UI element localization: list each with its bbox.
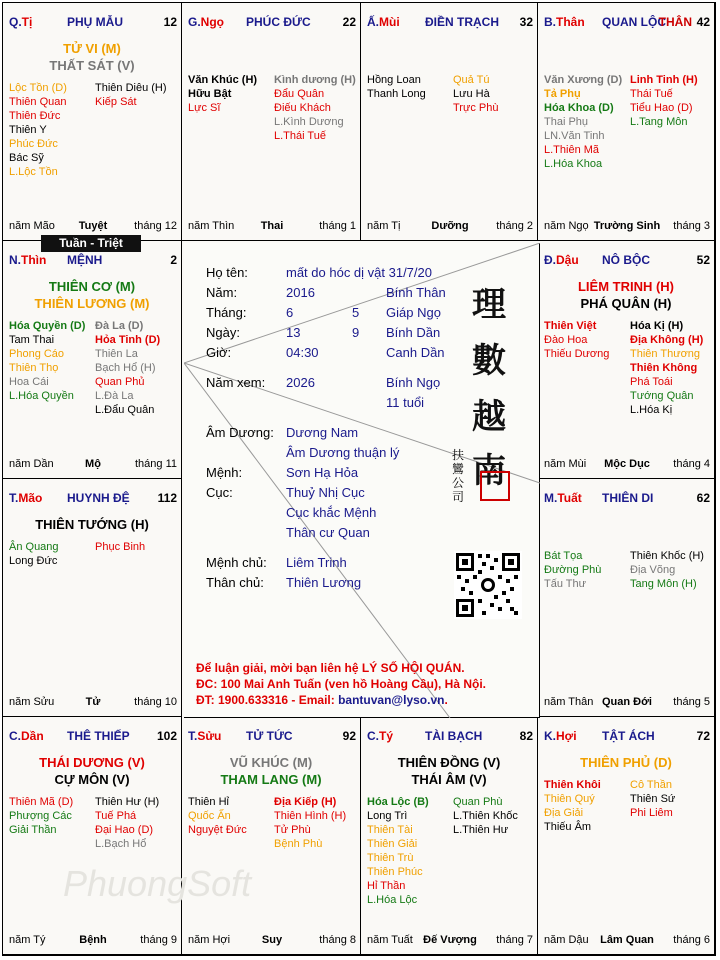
minor-star: L.Bạch Hổ [95, 838, 147, 850]
ngay-am-lich: 9 [352, 325, 360, 340]
major-star: THÁI DƯƠNG (V) [39, 755, 145, 770]
palace-can-chi [9, 15, 32, 29]
palace-can-chi [544, 253, 579, 267]
major-star: THIÊN TƯỚNG (H) [35, 517, 149, 532]
am-duong-label: Âm Dương: [206, 425, 274, 440]
minor-star: Đường Phù [544, 564, 602, 576]
seal-char-2: 數 [472, 341, 506, 381]
horoscope-board [2, 2, 716, 956]
palace-month: tháng 9 [140, 934, 177, 946]
minor-star: Ân Quang [9, 541, 59, 553]
minor-star: Hồng Loan [367, 74, 421, 86]
palace-number: 22 [342, 15, 356, 29]
minor-star: Thiên Y [9, 124, 47, 136]
palace-header [188, 729, 356, 745]
palace-chi: Sửu [197, 729, 222, 743]
major-star: THIÊN LƯƠNG (M) [34, 296, 150, 311]
palace-year: năm Thân [544, 696, 594, 708]
palace-month: tháng 12 [134, 220, 177, 232]
palace-number: 112 [157, 491, 177, 505]
palace-chi: Hợi [556, 729, 577, 743]
minor-star: Địa Giải [544, 807, 584, 819]
palace-number: 52 [696, 253, 710, 267]
minor-star: Thiên Thương [630, 348, 701, 360]
truong-sinh-stage: Dưỡng [431, 220, 469, 232]
minor-star: Thiên Diêu (H) [95, 82, 167, 94]
than-chu-value: Thiên Lương [286, 575, 362, 590]
minor-star: Thiếu Dương [544, 348, 610, 360]
minor-star: LN.Văn Tinh [544, 130, 605, 142]
menh-label: Mệnh: [206, 465, 243, 480]
minor-star: Phúc Đức [9, 138, 58, 150]
palace-month: tháng 10 [134, 696, 177, 708]
thang-label: Tháng: [206, 305, 247, 320]
palace-name: QUAN LỘC [602, 15, 666, 29]
contact-line-1: Để luận giải, mời bạn liên hệ LÝ SỐ HỘI QUÁN. [196, 661, 465, 675]
minor-star: Tam Thai [9, 334, 55, 346]
minor-star: Địa Kiếp (H) [274, 796, 337, 808]
minor-star: L.Đẩu Quân [95, 404, 155, 416]
palace-footer [9, 220, 177, 234]
minor-star: L.Hóa Quyền [9, 390, 74, 402]
palace-month: tháng 5 [673, 696, 710, 708]
palace-month: tháng 6 [673, 934, 710, 946]
major-star: PHÁ QUÂN (H) [580, 296, 672, 311]
palace-year: năm Dậu [544, 934, 589, 946]
palace-footer [544, 458, 710, 472]
tuoi-value: 11 tuổi [386, 395, 425, 410]
truong-sinh-stage: Tử [85, 696, 101, 708]
palace-cell-ti[interactable] [3, 3, 182, 241]
palace-footer [9, 934, 177, 948]
palace-year: năm Sửu [9, 696, 55, 708]
minor-star: Kình dương (H) [274, 74, 356, 86]
palace-number: 62 [696, 491, 710, 505]
major-star: TỬ VI (M) [63, 41, 121, 56]
palace-year: năm Mão [9, 220, 55, 232]
watermark-text: PhuongSoft [63, 863, 252, 904]
palace-can-chi [367, 15, 400, 29]
palace-footer [9, 458, 177, 472]
minor-star: Thiên Trù [367, 852, 414, 864]
thang-can-chi: Giáp Ngọ [386, 305, 441, 320]
palace-year: năm Hợi [188, 934, 231, 946]
gio-label: Giờ: [206, 345, 232, 360]
menh-chu-value: Liêm Trinh [286, 555, 347, 570]
truong-sinh-stage: Mộ [85, 458, 101, 470]
major-star: THAM LANG (M) [220, 772, 322, 787]
palace-header [9, 15, 177, 31]
palace-number: 42 [696, 15, 710, 29]
palace-year: năm Mùi [544, 458, 587, 470]
palace-year: năm Tý [9, 934, 46, 946]
palace-can: T. [188, 729, 198, 743]
palace-month: tháng 11 [134, 458, 177, 470]
palace-header [9, 729, 177, 745]
palace-header [544, 729, 710, 745]
minor-star: Thiên La [95, 348, 138, 360]
minor-star: Thiên Phúc [367, 866, 423, 878]
minor-star: Phi Liêm [630, 807, 673, 819]
palace-header [544, 15, 710, 31]
minor-star: Thiên Đức [9, 110, 61, 122]
minor-star: Tang Môn (H) [630, 578, 697, 590]
minor-star: Tiểu Hao (D) [630, 102, 693, 114]
minor-star: Bạch Hổ (H) [95, 362, 156, 374]
palace-can-chi [544, 491, 582, 505]
truong-sinh-stage: Tuyệt [78, 220, 108, 232]
minor-star: L.Kình Dương [274, 116, 344, 128]
am-duong-note: Âm Dương thuận lý [286, 445, 400, 460]
truong-sinh-stage: Đế Vượng [423, 934, 477, 946]
minor-star: Tuế Phá [95, 810, 137, 822]
minor-star: Thanh Long [367, 88, 426, 100]
minor-star: Nguyệt Đức [188, 824, 247, 836]
minor-star: Hóa Lộc (B) [367, 796, 429, 808]
palace-cell-hoi[interactable] [538, 717, 715, 955]
palace-header [544, 253, 710, 269]
minor-star: Thiên Quý [544, 793, 595, 805]
minor-star: Tử Phù [274, 824, 311, 836]
palace-header [544, 491, 710, 507]
minor-star: L.Tang Môn [630, 116, 688, 128]
palace-can: N. [9, 253, 21, 267]
minor-star: Hóa Kị (H) [630, 320, 684, 332]
minor-star: L.Lộc Tồn [9, 166, 58, 178]
thang-am-lich: 5 [352, 305, 360, 320]
minor-star: Thiên Việt [544, 320, 597, 332]
minor-star: Lộc Tồn (D) [9, 82, 67, 94]
seal-char-1: 理 [472, 285, 506, 325]
minor-star: L.Thiên Hư [453, 824, 509, 836]
palace-footer [544, 696, 710, 710]
palace-can-chi [9, 729, 44, 743]
palace-chi: Ngọ [200, 15, 224, 29]
minor-star: Địa Không (H) [630, 334, 704, 346]
palace-header [367, 15, 533, 31]
minor-star: L.Hóa Lộc [367, 894, 418, 906]
minor-star: Kiếp Sát [95, 96, 137, 108]
minor-star: Bác Sỹ [9, 152, 44, 164]
truong-sinh-stage: Trường Sinh [593, 220, 661, 232]
palace-number: 2 [170, 253, 177, 267]
palace-cell-mao[interactable] [3, 479, 182, 717]
minor-star: Đào Hoa [544, 334, 588, 346]
palace-name: THÊ THIẾP [67, 729, 130, 743]
palace-header [9, 491, 177, 507]
minor-star: Văn Xương (D) [544, 74, 623, 86]
menh-chu-label: Mệnh chủ: [206, 555, 267, 570]
minor-star: L.Hóa Khoa [544, 158, 603, 170]
minor-star: Thiên Quan [9, 96, 67, 108]
nam-xem-value: 2026 [286, 375, 315, 390]
palace-number: 32 [519, 15, 533, 29]
palace-can-chi [9, 491, 42, 505]
minor-star: Thiên Khôi [544, 779, 601, 791]
palace-header [9, 253, 177, 269]
minor-star: Quốc Ấn [188, 810, 231, 822]
palace-footer [367, 934, 533, 948]
minor-star: Bát Tọa [544, 550, 583, 562]
palace-month: tháng 1 [319, 220, 356, 232]
minor-star: Quan Phủ [95, 376, 145, 388]
palace-month: tháng 2 [496, 220, 533, 232]
minor-star: Thiên Hình (H) [274, 810, 347, 822]
nam-xem-can-chi: Bính Ngọ [386, 375, 441, 390]
qr-code-icon [454, 551, 522, 619]
major-star: CỰ MÔN (V) [54, 772, 130, 787]
major-star: VŨ KHÚC (M) [229, 755, 313, 770]
major-star: THÁI ÂM (V) [411, 772, 487, 787]
palace-footer [544, 220, 710, 234]
major-star: THIÊN PHỦ (D) [580, 755, 672, 770]
palace-month: tháng 8 [319, 934, 356, 946]
minor-star: L.Thiên Khốc [453, 810, 518, 822]
palace-can: C. [367, 729, 379, 743]
minor-star: Lưu Hà [453, 88, 490, 100]
cuc-label: Cục: [206, 485, 233, 500]
palace-chi: Mão [18, 491, 43, 505]
than-chu-label: Thân chủ: [206, 575, 264, 590]
palace-name: PHỤ MẪU [67, 15, 123, 29]
seal-stamp [480, 471, 510, 501]
cuc-value: Thuỷ Nhị Cục [286, 485, 365, 500]
palace-footer [188, 934, 356, 948]
palace-can-chi [188, 15, 224, 29]
palace-chi: Thân [556, 15, 585, 29]
minor-star: Phá Toái [630, 376, 673, 388]
truong-sinh-stage: Bệnh [79, 934, 107, 946]
contact-line-2: ĐC: 100 Mai Anh Tuấn (ven hồ Hoàng Cầu), Hà Nội. [196, 677, 487, 691]
palace-number: 92 [342, 729, 356, 743]
palace-number: 12 [163, 15, 177, 29]
minor-star: Tướng Quân [630, 390, 694, 402]
minor-star: Hữu Bật [188, 88, 232, 100]
contact-email-link[interactable]: bantuvan@lyso.vn [338, 693, 445, 707]
palace-year: năm Ngọ [544, 220, 589, 232]
palace-header [367, 729, 533, 745]
truong-sinh-stage: Thai [260, 220, 284, 232]
minor-star: Đại Hao (D) [95, 824, 154, 836]
palace-number: 72 [696, 729, 710, 743]
thang-value: 6 [286, 305, 294, 320]
tuan-triet-label: Tuần - Triệt [41, 235, 141, 252]
palace-can: T. [9, 491, 19, 505]
palace-chi: Thìn [21, 253, 47, 267]
palace-name: ĐIỀN TRẠCH [425, 15, 499, 29]
minor-star: Phong Cáo [9, 348, 65, 360]
palace-can: K. [544, 729, 556, 743]
ngay-label: Ngày: [206, 325, 240, 340]
palace-can: Đ. [544, 253, 556, 267]
minor-star: Hỉ Thần [367, 880, 406, 892]
palace-cell-dau[interactable] [538, 241, 715, 479]
minor-star: Long Trì [367, 810, 408, 822]
minor-star: Long Đức [9, 555, 58, 567]
minor-star: Quả Tú [453, 74, 490, 86]
minor-star: Phục Binh [95, 541, 146, 553]
palace-chi: Mùi [379, 15, 400, 29]
palace-year: năm Tị [367, 220, 401, 232]
minor-star: L.Hóa Kị [630, 404, 673, 416]
minor-star: Thiên Giải [367, 838, 418, 850]
palace-number: 102 [156, 729, 177, 743]
minor-star: Thiên Mã (D) [9, 796, 74, 808]
palace-cell-ty[interactable] [361, 717, 538, 955]
palace-month: tháng 7 [496, 934, 533, 946]
minor-star: L.Thái Tuế [274, 130, 326, 142]
minor-star: Thiên Hư (H) [95, 796, 160, 808]
cuc-note-2: Thân cư Quan [286, 525, 370, 540]
contact-line-3 [196, 693, 448, 707]
palace-can: Q. [9, 15, 22, 29]
palace-cell-thin[interactable] [3, 241, 182, 479]
palace-cell-suu[interactable] [182, 717, 361, 955]
palace-header [188, 15, 356, 31]
palace-can: Ấ. [367, 15, 379, 29]
palace-name: PHÚC ĐỨC [246, 15, 311, 29]
minor-star: Thiên Không [630, 362, 698, 374]
cuc-note-1: Cục khắc Mệnh [286, 505, 377, 520]
palace-year: năm Thìn [188, 220, 235, 232]
palace-cell-dan[interactable] [3, 717, 182, 955]
palace-chi: Tị [21, 15, 33, 29]
gio-can-chi: Canh Dần [386, 345, 445, 360]
minor-star: Thiên Sứ [630, 793, 676, 805]
palace-can-chi [544, 15, 585, 29]
palace-cell-ngo[interactable] [182, 3, 361, 241]
truong-sinh-stage: Suy [261, 934, 283, 946]
minor-star: Đẩu Quân [274, 88, 325, 100]
nam-value: 2016 [286, 285, 315, 300]
palace-can: M. [544, 491, 558, 505]
minor-star: Hoa Cái [9, 376, 49, 388]
menh-value: Sơn Hạ Hỏa [286, 465, 359, 480]
palace-can-chi [544, 729, 577, 743]
palace-can-chi [367, 729, 393, 743]
seal-char-3: 越 [472, 397, 506, 437]
truong-sinh-stage: Mộc Dục [604, 458, 650, 470]
minor-star: Đà La (D) [95, 320, 144, 332]
contact-suffix: . [444, 693, 448, 707]
palace-name: TẬT ÁCH [602, 729, 655, 743]
palace-chi: Dậu [556, 253, 579, 267]
truong-sinh-stage: Quan Đới [602, 696, 652, 708]
seal-char-4: 南 [472, 451, 506, 491]
ngay-value: 13 [286, 325, 301, 340]
palace-name: TÀI BẠCH [425, 729, 483, 743]
palace-footer [367, 220, 533, 234]
minor-star: Tả Phụ [544, 88, 581, 100]
minor-star: Trực Phù [453, 102, 499, 114]
minor-star: L.Đà La [95, 390, 134, 402]
minor-star: Thái Tuế [630, 88, 673, 100]
minor-star: Tấu Thư [544, 578, 587, 590]
minor-star: Địa Võng [630, 564, 676, 576]
minor-star: Bệnh Phù [274, 838, 323, 850]
palace-footer [544, 934, 710, 948]
minor-star: Thai Phụ [544, 116, 589, 128]
palace-footer [188, 220, 356, 234]
minor-star: L.Thiên Mã [544, 144, 600, 156]
palace-cell-tuat[interactable] [538, 479, 715, 717]
palace-name: MỆNH [67, 253, 103, 267]
minor-star: Hỏa Tinh (D) [95, 334, 161, 346]
palace-year: năm Dần [9, 458, 54, 470]
palace-name: NÔ BỘC [602, 253, 650, 267]
nam-label: Năm: [206, 285, 238, 300]
palace-name: HUYNH ĐỆ [67, 491, 130, 505]
major-star: THẤT SÁT (V) [49, 58, 135, 73]
ho-ten-label: Họ tên: [206, 265, 248, 280]
palace-month: tháng 4 [673, 458, 710, 470]
minor-star: Thiên Khốc (H) [630, 550, 704, 562]
gio-value: 04:30 [286, 345, 319, 360]
minor-star: Cô Thần [630, 779, 672, 791]
ngay-can-chi: Bính Dần [386, 325, 441, 340]
minor-star: Lực Sĩ [188, 102, 221, 114]
seal-small-text: 扶鸞公司 [452, 448, 465, 504]
major-star: THIÊN ĐỒNG (V) [397, 755, 501, 770]
palace-number: 82 [519, 729, 533, 743]
ho-ten-value: mất do hóc dị vật 31/7/20 [286, 265, 432, 280]
palace-footer [9, 696, 177, 710]
minor-star: Thiên Hỉ [188, 796, 229, 808]
palace-chi: Tuất [557, 491, 582, 505]
minor-star: Điếu Khách [274, 102, 331, 114]
major-star: LIÊM TRINH (H) [577, 279, 675, 294]
palace-cell-than[interactable] [538, 3, 715, 241]
minor-star: Phượng Các [9, 810, 72, 822]
palace-chi: Tý [379, 729, 394, 743]
nam-can-chi: Bính Thân [386, 285, 446, 300]
palace-year: năm Tuất [367, 934, 413, 946]
qr-code[interactable] [454, 551, 522, 619]
palace-can: C. [9, 729, 21, 743]
palace-name: THIÊN DI [602, 491, 654, 505]
center-info-panel [184, 243, 540, 718]
palace-month: tháng 3 [673, 220, 710, 232]
minor-star: Linh Tinh (H) [630, 74, 698, 86]
truong-sinh-stage: Lâm Quan [600, 934, 654, 946]
minor-star: Thiếu Âm [544, 821, 592, 833]
minor-star: Quan Phù [453, 796, 503, 808]
major-star: THIÊN CƠ (M) [48, 279, 136, 294]
palace-can-chi [188, 729, 221, 743]
palace-can: B. [544, 15, 556, 29]
minor-star: Thiên Tài [367, 824, 413, 836]
palace-can: G. [188, 15, 201, 29]
palace-chi: Dần [21, 729, 44, 743]
minor-star: Thiên Thọ [9, 362, 59, 374]
palace-can-chi [9, 253, 46, 267]
minor-star: Giải Thần [9, 824, 57, 836]
contact-phone: ĐT: 1900.633316 - Email: [196, 693, 339, 707]
minor-star: Văn Khúc (H) [188, 74, 258, 86]
minor-star: Hóa Khoa (D) [544, 102, 614, 114]
nam-xem-label: Năm xem: [206, 375, 266, 390]
am-duong-value: Dương Nam [286, 425, 359, 440]
palace-cell-mui[interactable] [361, 3, 538, 241]
minor-star: Hóa Quyền (D) [9, 320, 86, 332]
palace-name: TỬ TỨC [246, 729, 293, 743]
than-marker: THÂN [658, 15, 692, 29]
